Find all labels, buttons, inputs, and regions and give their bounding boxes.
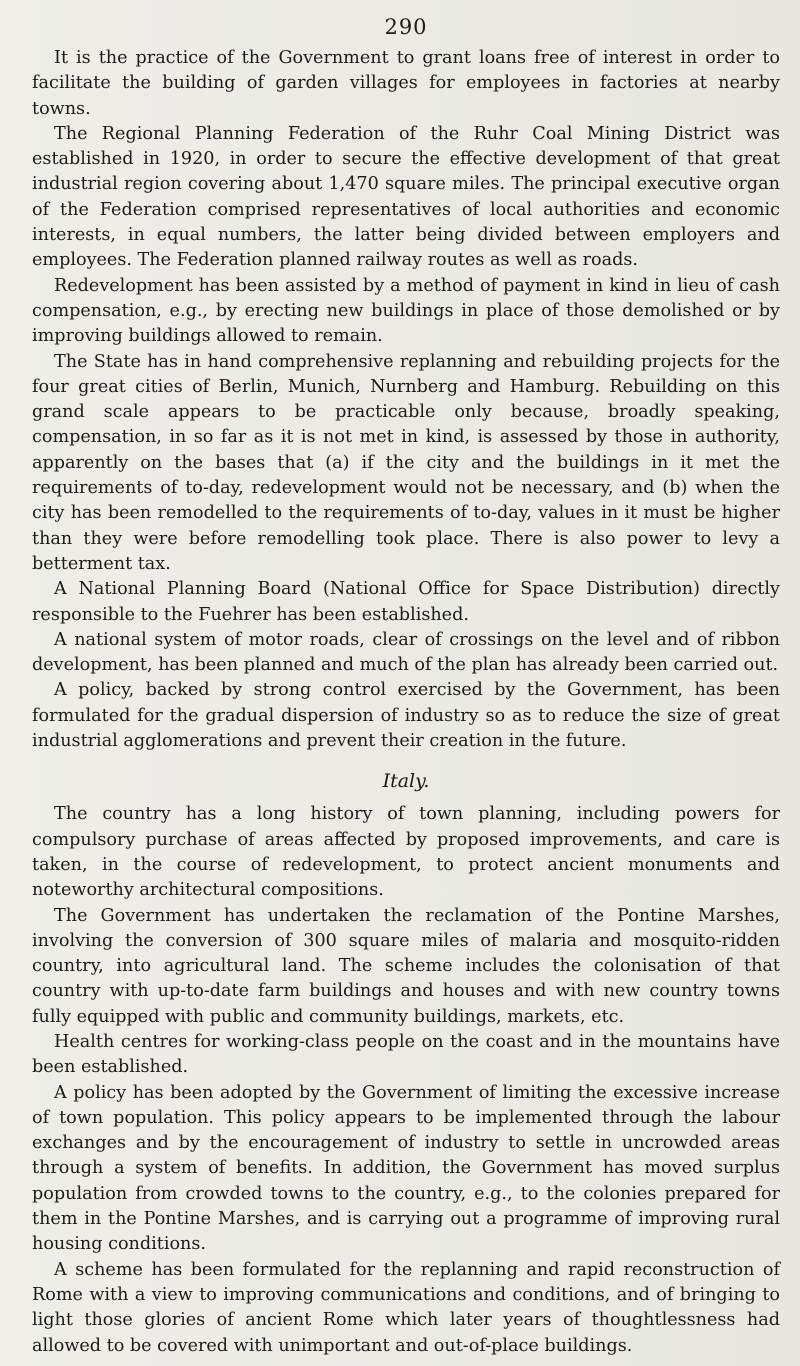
paragraph-garden-villages: It is the practice of the Government to grant loans free of interest in order to facilitate the building of garden villages for employees in factories at nearby towns. (32, 48, 780, 119)
paragraph-four-cities: The State has in hand comprehensive replanning and rebuilding projects for the four great cities of Berlin, Munich, Nurnberg and Hamburg. Rebuilding on this grand scale appears to be practicable only because, broadly speaking, compensation, in so far as it is not met in kind, is assessed by those in authority, apparently on the bases that (a) if the city and the buildings in it met the requirements of to-day, redevelopment would not be necessary, and (b) when the city has been remodelled to the requirements of to-day, values in it must be higher than they were before remodelling took place. There is also power to levy a betterment tax. (32, 351, 780, 574)
paragraph-payment-in-kind: Redevelopment has been assisted by a method of payment in kind in lieu of cash compensation, e.g., by erecting new buildings in place of those demolished or by improving buildings allowed to remain. (32, 275, 780, 347)
paragraph-pontine-marshes: The Government has undertaken the reclamation of the Pontine Marshes, involving the conversion of 300 square miles of malaria and mosquito-ridden country, into agricultural land. The scheme includes the colonisation of that country with up-to-date farm buildings and houses and with new country towns fully equipped with public and community buildings, markets, etc. (32, 905, 780, 1027)
page-number: 290 (384, 15, 428, 39)
paragraph-industry-dispersion: A policy, backed by strong control exercised by the Government, has been formulated for the gradual dispersion of industry so as to reduce the size of great industrial agglomerations and prevent their creation in the future. (32, 680, 780, 752)
paragraph-ruhr-federation: The Regional Planning Federation of the Ruhr Coal Mining District was established in 1920, in order to secure the effective development of that great industrial region covering about 1,470 square miles. The principal executive organ of the Federation comprised representatives of local authorities and economic interests, in equal numbers, the latter being divided between employers and employees. The Federation planned railway routes as well as roads. (32, 123, 780, 271)
paragraph-planning-board: A National Planning Board (National Office for Space Distribution) directly responsible to the Fuehrer has been established. (32, 579, 780, 625)
paragraph-population-policy: A policy has been adopted by the Government of limiting the excessive increase of town population. This policy appears to be implemented through the labour exchanges and by the encouragement of industry to settle in uncrowded areas through a system of benefits. In addition, the Government has moved surplus population from crowded towns to the country, e.g., to the colonies prepared for them in the Pontine Marshes, and is carrying out a programme of improving rural housing conditions. (32, 1082, 780, 1255)
section-heading-italy: Italy. (382, 770, 430, 793)
paragraph-motor-roads: A national system of motor roads, clear of crossings on the level and of ribbon development, has been planned and much of the plan has already been carried out. (32, 629, 780, 676)
paragraph-health-centres: Health centres for working-class people on the coast and in the mountains have been established. (32, 1031, 780, 1078)
paragraph-italy-history: The country has a long history of town planning, including powers for compulsory purchase of areas affected by proposed improvements, and care is taken, in the course of redevelopment, to protect ancient monuments and noteworthy architectural compositions. (32, 804, 780, 901)
paragraph-rome-replanning: A scheme has been formulated for the replanning and rapid reconstruction of Rome with a view to improving communications and conditions, and of bringing to light those glories of ancient Rome which later years of thoughtlessness had allowed to be covered with unimportant and out-of-place buildings. (32, 1259, 780, 1356)
